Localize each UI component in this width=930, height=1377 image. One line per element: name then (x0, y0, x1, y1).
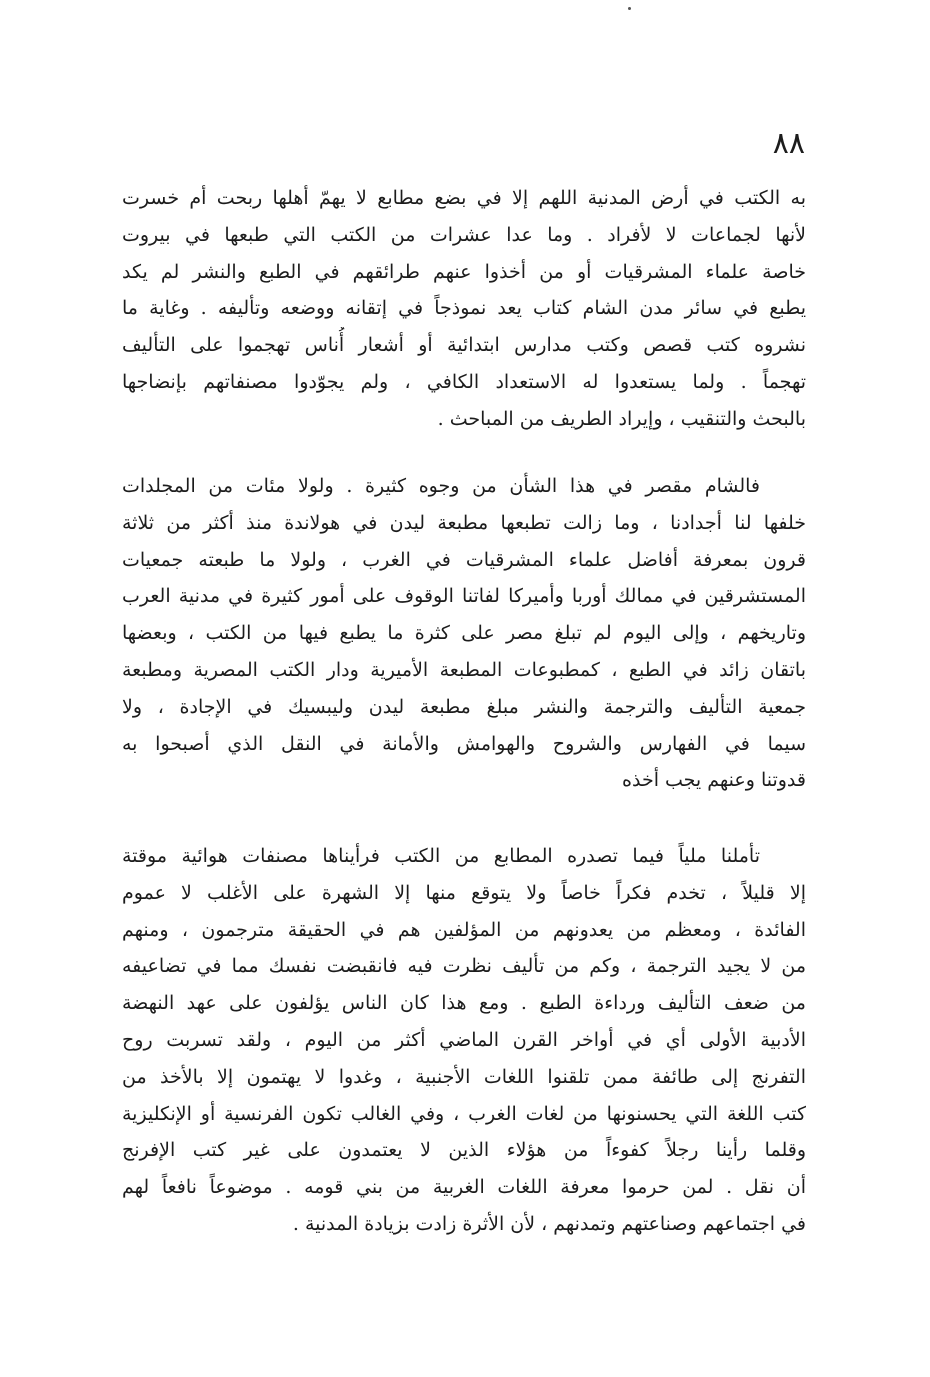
text-line: فالشام مقصر في هذا الشأن من وجوه كثيرة . ولولا مئات من المجلدات (122, 475, 760, 497)
text-line: خاصة علماء المشرقيات أو من أخذوا عنهم طرائقهم في الطبع والنشر لم يكد (122, 260, 806, 283)
ink-speck (628, 7, 631, 10)
text-line: خلفها لنا أجدادنا ، وما زالت تطبعها مطبعة ليدن في هولاندة منذ أكثر من ثلاثة (122, 511, 806, 534)
text-line: الفائدة ، ومعظم من يعدونهم من المؤلفين هم في الحقيقة مترجمون ، ومنهم (122, 918, 806, 941)
text-line: الأدبية الأولى أي في أواخر القرن الماضي أكثر من اليوم ، ولقد تسربت روح (122, 1028, 806, 1051)
text-line: جمعية التأليف والترجمة والنشر مبلغ مطبعة ليدن وليبسيك في الإجادة ، ولا (122, 695, 806, 718)
page-number: ٨٨ (772, 126, 805, 161)
paragraph-1 (122, 180, 806, 438)
text-line: أن نقل . لمن حرموا معرفة اللغات الغربية من بني قومه . موضوعاً نافعاً لهم (122, 1176, 806, 1199)
text-line: في اجتماعهم وصناعتهم وتمدنهم ، لأن الأثرة زادت بزيادة المدنية . (292, 1212, 806, 1235)
text-line: باتقان زائد في الطبع ، كمطبوعات المطبعة الأميرية ودار الكتب المصرية ومطبعة (122, 658, 806, 681)
paragraph-2 (122, 468, 806, 799)
text-line: يطبع في سائر مدن الشام كتاب يعد نموذجاً في إتقانه ووضعه وتأليفه . وغاية ما (122, 297, 806, 320)
text-line: إلا قليلاً ، تخدم فكراً خاصاً ولا يتوقع منها إلا الشهرة على الأغلب لا عموم (122, 881, 806, 904)
text-line: تأملنا ملياً فيما تصدره المطابع من الكتب فرأيناها مصنفات هوائية موقتة (122, 845, 760, 867)
text-line: بالبحث والتنقيب ، وإيراد الطريف من المباحث . (437, 407, 806, 430)
text-line: تهجماً . ولما يستعدوا له الاستعداد الكافي ، ولم يجوّدوا مصنفاتهم بإنضاجها (122, 370, 806, 393)
text-line: قرون بمعرفة أفاضل علماء المشرقيات في الغرب ، ولولا ما طبعته جمعيات (122, 548, 806, 571)
text-line: قدوتنا وعنهم يجب أخذه (622, 769, 806, 792)
text-line: من لا يجيد الترجمة ، وكم من تأليف نظرت فيه فانقبضت نفسك مما في تضاعيفه (122, 955, 806, 978)
text-line: نشروه كتب قصص وكتب مدارس ابتدائية أو أشعار أُناس تهجموا على التأليف (122, 334, 806, 357)
text-line: وقلما رأينا رجلاً كفوءاً من هؤلاء الذين لا يعتمدون على غير كتب الإفرنج (122, 1139, 806, 1162)
text-line: به الكتب في أرض المدنية اللهم إلا في بضع مطابع لا يهمّ أهلها ربحت أم خسرت (122, 187, 806, 209)
text-line: لأنها لجماعات لا لأفراد . وما عدا عشرات من الكتب التي طبعها في بيروت (122, 223, 806, 246)
text-line: سيما في الفهارس والشروح والهوامش والأمانة في النقل الذي أصبحوا به (122, 732, 806, 755)
text-line: كتب اللغة التي يحسنونها من لغات الغرب ، وفي الغالب تكون الفرنسية أو الإنكليزية (122, 1102, 806, 1125)
text-line: وتاريخهم ، وإلى اليوم لم تبلغ مصر على كثرة ما يطبع فيها من الكتب ، وبعضها (122, 622, 806, 645)
text-line: من ضعف التأليف ورداءة الطبع . ومع هذا كان الناس يؤلفون على عهد النهضة (122, 992, 806, 1015)
text-line: المستشرقين في ممالك أوربا وأميركا لفاتنا الوقوف على أمور كثيرة في مدنية العرب (122, 585, 806, 608)
text-line: التفرنج إلى طائفة ممن تلقنوا اللغات الأجنبية ، وغدوا لا يهتمون إلا بالأخذ من (122, 1065, 806, 1088)
paragraph-3 (122, 838, 806, 1243)
